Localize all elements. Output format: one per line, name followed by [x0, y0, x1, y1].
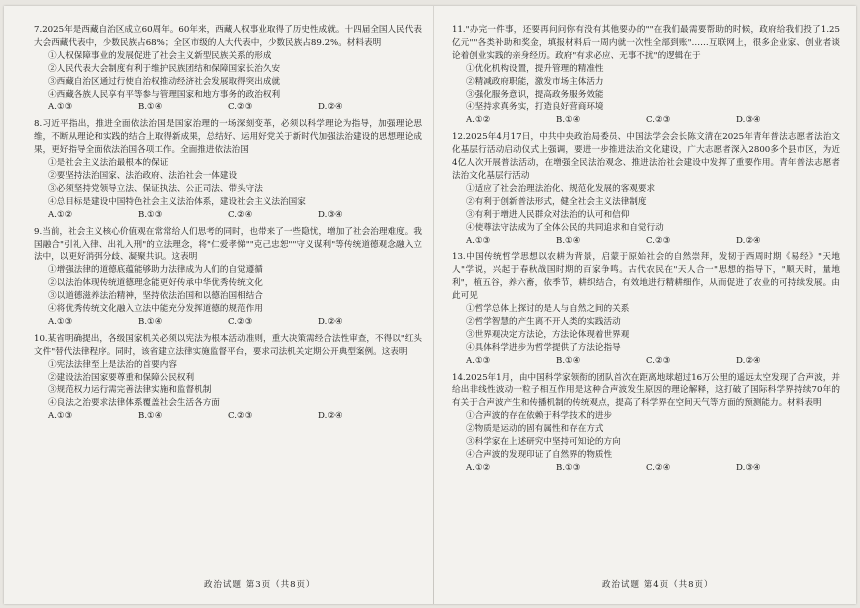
answer-a: A.①③	[48, 102, 73, 113]
question-7	[34, 24, 422, 114]
option: ①哲学总体上探讨的是人与自然之间的关系	[466, 304, 630, 315]
question-stem: 9.当前，社会主义核心价值观在常常给人们思考的同时，也带来了一些隐忧，增加了社会治理难度。我国融合"引礼入律、出礼入刑"的立法理念，将"仁爱孝悌""克己忠恕""守义谋利"等传统道德观念融入立法中，以更好消弭分歧、凝聚共识。这表明	[34, 226, 422, 263]
answer-d: D.②④	[318, 102, 343, 113]
page-footer-4: 政治试题 第4页（共8页）	[602, 580, 714, 590]
question-stem: 10.某省明确提出，各级国家机关必须以宪法为根本活动准则，重大决策需经合法性审查，不得以"红头文件"替代法律程序。同时，该省建立法律实施监督平台，要求司法机关定期公开典型案例。这表明	[34, 333, 422, 357]
answer-b: B.①④	[138, 411, 163, 422]
answer-d: D.②④	[736, 355, 761, 366]
answer-b: B.①④	[138, 102, 163, 113]
option: ①人权保障事业的发展促进了社会主义新型民族关系的形成	[48, 50, 272, 61]
question-stem: 13.中国传统哲学思想以农耕为背景，启蒙于原始社会的自然崇拜，发韧于西周时期《易经》"天地人"学说，兴起于春秋战国时期的百家争鸣。古代农民在"天人合一"思想的指导下，"顺天时，量地利"，植五谷，养六畜，依季节，耕织结合，有效地进行精耕细作，从而促进了农业的可持续发展。由此可见	[452, 252, 840, 302]
option: ①优化机构设置，提升管理的精准性	[466, 63, 604, 74]
answer-a: A.①③	[48, 316, 73, 327]
question-12	[452, 131, 840, 247]
answer-c: C.②③	[646, 355, 671, 366]
question-8	[34, 118, 422, 221]
option: ②以法治体现传统道德理念能更好传承中华优秀传统文化	[48, 278, 263, 289]
option: ④良法之治要求法律体系覆盖社会生活各方面	[48, 398, 220, 409]
answer-a: A.①③	[466, 355, 491, 366]
question-11	[452, 24, 840, 127]
option: ①增强法律的道德底蕴能够助力法律成为人们的自觉遵循	[48, 265, 263, 276]
option: ④将优秀传统文化融入立法中能充分发挥道德的规范作用	[48, 304, 263, 315]
option: ③科学家在上述研究中坚持可知论的方向	[466, 437, 621, 448]
option: ④总目标是建设中国特色社会主义法治体系，建设社会主义法治国家	[48, 196, 306, 207]
answer-c: C.②③	[228, 411, 253, 422]
answer-choices	[34, 101, 422, 114]
option: ③有利于增进人民群众对法治的认可和信仰	[466, 209, 630, 220]
option: ②建设法治国家要尊重和保障公民权利	[48, 372, 195, 383]
answer-a: A.①②	[48, 209, 73, 220]
option: ②哲学智慧的产生离不开人类的实践活动	[466, 316, 621, 327]
option: ④使尊法守法成为了全体公民的共同追求和自觉行动	[466, 222, 664, 233]
answer-a: A.①②	[466, 115, 491, 126]
option: ③西藏自治区通过行使自治权推动经济社会发展取得突出成就	[48, 76, 281, 87]
answer-choices	[452, 114, 840, 127]
answer-choices	[452, 462, 840, 475]
option: ②物质是运动的固有属性和存在方式	[466, 424, 604, 435]
answer-d: D.②④	[318, 411, 343, 422]
answer-a: A.①②	[466, 462, 491, 473]
question-stem: 11."办完一件事，还要再问问你有没有其他要办的""在我们最需要帮助的时候，政府给我们投了1.25亿元""各类补助和奖金，填报材料后一周内就一次性全部到账"……互联网上，很多企业家、创业者谈论着创业实践的亲身经历。政府"有求必应、无事不扰"的逻辑在于	[452, 25, 840, 61]
page-fold	[433, 6, 434, 604]
question-10	[34, 333, 422, 423]
option: ③强化服务意识，提高政务服务效能	[466, 89, 604, 100]
option: ①宪法法律至上是法治的首要内容	[48, 359, 177, 370]
question-13	[452, 251, 840, 367]
option: ④西藏各族人民享有平等参与管理国家和地方事务的政治权利	[48, 89, 281, 100]
answer-d: D.③④	[736, 115, 761, 126]
question-stem: 8.习近平指出，推进全面依法治国是国家治理的一场深刻变革，必须以科学理论为指导，加强理论思维，不断从理论和实践的结合上取得新成果，总结好、运用好党关于新时代加强法治建设的思想理论成果，更好指导全面依法治国各项工作。全面推进依法治国	[34, 119, 422, 156]
answer-c: C.②④	[646, 462, 671, 473]
answer-choices	[34, 316, 422, 329]
answer-b: B.①④	[556, 115, 581, 126]
answer-c: C.②③	[646, 115, 671, 126]
option: ④坚持求真务实，打造良好营商环境	[466, 102, 604, 113]
page-4-column	[452, 24, 840, 479]
answer-b: B.①④	[556, 355, 581, 366]
option: ②人民代表大会制度有利于维护民族团结和保障国家长治久安	[48, 63, 281, 74]
question-stem: 14.2025年1月，由中国科学家领衔的团队首次在距离地球超过16万公里的遥远太空发现了合声波，并给出非线性波动一粒子相互作用是这种合声波发生原因的理论解释，这打破了国际科学界持续70年的有关于合声波产生和传播机制的传统观点，提高了科学界在空间天气等方面的预测能力。材料表明	[452, 372, 840, 409]
option: ②有利于创新普法形式，健全社会主义法律制度	[466, 196, 647, 207]
option: ③以道德滋养法治精神，坚持依法治国和以德治国相结合	[48, 291, 263, 302]
question-9	[34, 226, 422, 329]
page-footer-3: 政治试题 第3页（共8页）	[204, 580, 316, 590]
exam-sheet	[4, 6, 856, 604]
answer-d: D.③④	[736, 462, 761, 473]
question-stem: 7.2025年是西藏自治区成立60周年。60年来，西藏人权事业取得了历史性成就。十四届全国人民代表大会西藏代表中，少数民族占68%；全区市级的人大代表中，少数民族占89.2%。材料表明	[34, 25, 422, 48]
option: ②要坚持法治国家、法治政府、法治社会一体建设	[48, 170, 238, 181]
question-stem: 12.2025年4月17日，中共中央政治局委员、中国法学会会长陈文清在2025年青年普法志愿者法治文化基层行活动启动仪式上强调，要进一步推进法治文化建设，广大志愿者深入2800多个县市区，为近4亿人次开展普法活动，在增强全民法治观念、推进法治社会建设中发挥了重要作用。青年普法志愿者法治文化基层行活动	[452, 132, 840, 181]
answer-choices	[34, 410, 422, 423]
answer-c: C.②③	[228, 102, 253, 113]
answer-choices	[34, 209, 422, 222]
option: ③规范权力运行需完善法律实施和监督机制	[48, 385, 212, 396]
option: ①是社会主义法治最根本的保证	[48, 158, 169, 169]
answer-a: A.①③	[466, 235, 491, 246]
answer-c: C.②④	[228, 209, 253, 220]
answer-a: A.①③	[48, 411, 73, 422]
answer-c: C.②③	[646, 235, 671, 246]
option: ②精减政府职能，激发市场主体活力	[466, 76, 604, 87]
answer-b: B.①③	[556, 462, 581, 473]
answer-d: D.②④	[318, 316, 343, 327]
answer-b: B.①③	[138, 209, 163, 220]
answer-d: D.②④	[736, 235, 761, 246]
option: ①合声波的存在依赖于科学技术的进步	[466, 411, 613, 422]
option: ①适应了社会治理法治化、规范化发展的客观要求	[466, 183, 656, 194]
answer-choices	[452, 355, 840, 368]
answer-b: B.①④	[138, 316, 163, 327]
option: ③世界观决定方法论，方法论体现着世界观	[466, 329, 630, 340]
answer-choices	[452, 235, 840, 248]
option: ③必须坚持党领导立法、保证执法、公正司法、带头守法	[48, 183, 263, 194]
option: ④具体科学进步为哲学提供了方法论指导	[466, 342, 621, 353]
answer-b: B.①④	[556, 235, 581, 246]
question-14	[452, 372, 840, 475]
page-3-column	[34, 24, 422, 427]
option: ④合声波的发现印证了自然界的物质性	[466, 450, 613, 460]
answer-c: C.②③	[228, 316, 253, 327]
answer-d: D.③④	[318, 209, 343, 220]
